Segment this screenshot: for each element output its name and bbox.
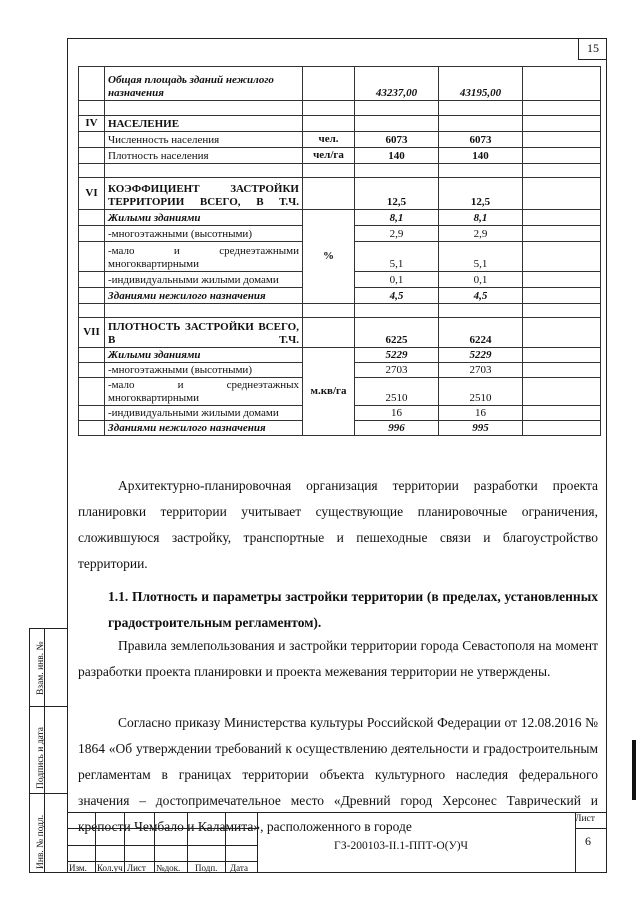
value-cell: 5,1 (439, 242, 523, 272)
paragraph: Согласно приказу Министерства культуры Российской Федерации от 12.08.2016 № 1864 «Об утверждении требований к осуществлению деятельности и градостроительным регламентам в границах территории объекта культурного наследия федерального значения – достопримечательное место «Древний город Херсонес Таврический и крепости Чембало и Каламита», расположенного в городе (78, 715, 598, 834)
value-cell: 996 (355, 421, 439, 436)
value-cell: 6224 (439, 318, 523, 348)
value-cell: 12,5 (355, 178, 439, 210)
row-label: -многоэтажными (высотными) (105, 226, 303, 242)
table-row (79, 210, 601, 226)
stamp-label: Кол.уч (97, 863, 123, 873)
row-label: Плотность населения (105, 148, 303, 164)
row-label: Численность населения (105, 132, 303, 148)
stamp-label: Дата (230, 863, 248, 873)
value-cell: 4,5 (355, 288, 439, 304)
value-cell: 140 (355, 148, 439, 164)
value-cell: 2510 (355, 378, 439, 406)
value-cell: 43195,00 (439, 67, 523, 101)
section-row (79, 178, 601, 210)
page-number: 15 (578, 38, 607, 60)
row-label: -мало и среднеэтажных многоквартирными (105, 378, 303, 406)
value-cell: 0,1 (439, 272, 523, 288)
stamp-label: Подп. (195, 863, 218, 873)
value-cell: 4,5 (439, 288, 523, 304)
row-label: -индивидуальными жилыми домами (105, 272, 303, 288)
side-label: Взам. инв. № (36, 641, 46, 695)
document-code: ГЗ-200103-II.1-ППТ-О(У)Ч (334, 840, 469, 852)
side-label: Подпись и дата (36, 726, 46, 789)
stamp-label: Лист (127, 863, 146, 873)
indicators-table (78, 66, 601, 436)
side-stamp (29, 628, 67, 873)
value-cell: 140 (439, 148, 523, 164)
value-cell: 2,9 (439, 226, 523, 242)
section-number: VI (79, 178, 105, 210)
section-row (79, 318, 601, 348)
unit-cell: м.кв/га (303, 348, 355, 436)
value-cell: 6225 (355, 318, 439, 348)
unit-cell: чел/га (303, 148, 355, 164)
binding-mark (632, 740, 636, 800)
value-cell: 2703 (439, 363, 523, 378)
sheet-number: 6 (585, 834, 591, 848)
table-row (79, 67, 601, 101)
table-row (79, 348, 601, 363)
stamp-label: Изм. (69, 863, 87, 873)
title-block (67, 812, 607, 873)
sheet-label: Лист (575, 814, 595, 824)
value-cell: 12,5 (439, 178, 523, 210)
table-row (79, 132, 601, 148)
unit-cell: % (303, 210, 355, 304)
value-cell: 2510 (439, 378, 523, 406)
row-label: Зданиями нежилого назначения (105, 421, 303, 436)
value-cell: 5229 (355, 348, 439, 363)
unit-cell: чел. (303, 132, 355, 148)
section-number: IV (79, 116, 105, 132)
row-label: -многоэтажными (высотными) (105, 363, 303, 378)
section-row (79, 116, 601, 132)
value-cell: 16 (439, 406, 523, 421)
value-cell: 0,1 (355, 272, 439, 288)
value-cell: 16 (355, 406, 439, 421)
row-label: Общая площадь зданий нежилого назначения (105, 67, 303, 101)
section-number: VII (79, 318, 105, 348)
section-title: КОЭФФИЦИЕНТ ЗАСТРОЙКИ ТЕРРИТОРИИ ВСЕГО, В Т.Ч. (105, 178, 303, 210)
table-row (79, 148, 601, 164)
stamp-label: №док. (156, 863, 181, 873)
value-cell: 995 (439, 421, 523, 436)
row-label: -мало и среднеэтажными многоквартирными (105, 242, 303, 272)
value-cell: 8,1 (439, 210, 523, 226)
section-heading: 1.1. Плотность и параметры застройки территории (в пределах, установленных градостроительным регламентом). (108, 589, 598, 630)
value-cell: 5229 (439, 348, 523, 363)
value-cell: 2,9 (355, 226, 439, 242)
paragraph: Правила землепользования и застройки территории города Севастополя на момент разработки проекта планировки и проекта межевания территории не утверждены. (78, 638, 598, 679)
value-cell: 5,1 (355, 242, 439, 272)
row-label: Жилыми зданиями (105, 348, 303, 363)
section-title: НАСЕЛЕНИЕ (105, 116, 303, 132)
value-cell: 6073 (355, 132, 439, 148)
row-label: Жилыми зданиями (105, 210, 303, 226)
value-cell: 6073 (439, 132, 523, 148)
value-cell: 2703 (355, 363, 439, 378)
section-title: ПЛОТНОСТЬ ЗАСТРОЙКИ ВСЕГО, В Т.Ч. (105, 318, 303, 348)
paragraph: Архитектурно-планировочная организация территории разработки проекта планировки территории учитывает существующие планировочные ограничения, сложившуюся застройку, транспортные и пешеходные связи и благоустройство территории. (78, 478, 598, 571)
value-cell: 43237,00 (355, 67, 439, 101)
value-cell: 8,1 (355, 210, 439, 226)
side-label: Инв. № подл. (36, 814, 46, 869)
row-label: Зданиями нежилого назначения (105, 288, 303, 304)
row-label: -индивидуальными жилыми домами (105, 406, 303, 421)
